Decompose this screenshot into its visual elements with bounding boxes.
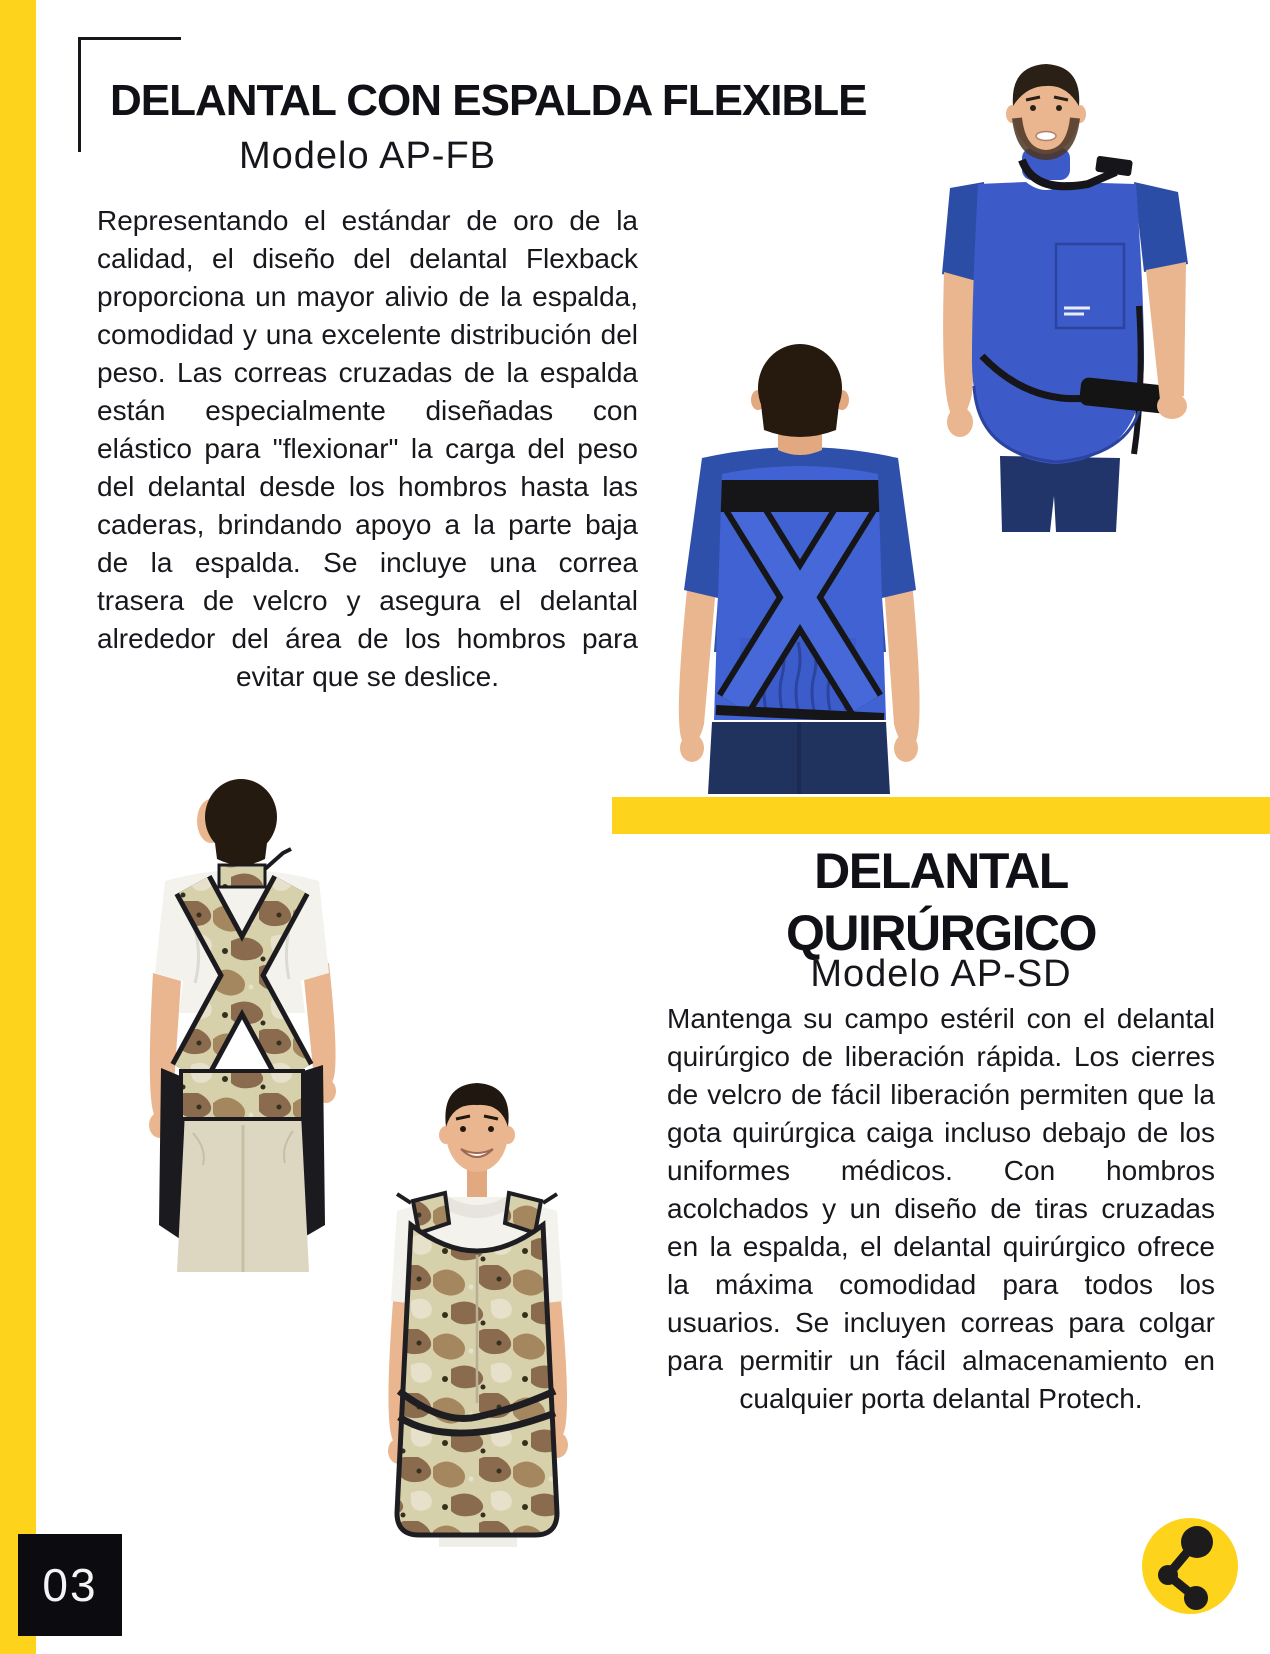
section-divider-bar [612, 797, 1270, 834]
page-number-box [18, 1534, 122, 1636]
section-quirurgico-title: DELANTAL QUIRÚRGICO [786, 843, 1096, 961]
section-quirurgico-body: Mantenga su campo estéril con el delantal quirúrgico de liberación rápida. Los cierres de velcro de fácil liberación permiten que la gota quirúrgica caiga incluso debajo de los uniformes médicos. Con hombros acolchados y un diseño de tiras cruzadas en la espalda, el delantal quirúrgico ofrece la máxima comodidad para todos los usuarios. Se incluyen correas para colgar para permitir un fácil almacenamiento en cualquier porta delantal Protech. [667, 1003, 1215, 1414]
protech-logo-icon [1142, 1518, 1238, 1614]
section-quirurgico-model: Modelo AP-SD [810, 953, 1072, 995]
photo-front-blue-apron [938, 56, 1200, 534]
section-flexback-model: Modelo AP-FB [239, 135, 496, 177]
page-number: 03 [42, 1559, 98, 1611]
photo-front-camo-apron [353, 1073, 602, 1547]
photo-back-blue-vest [658, 342, 942, 794]
section-flexback-body: Representando el estándar de oro de la calidad, el diseño del delantal Flexback proporciona un mayor alivio de la espalda, comodidad y una excelente distribución del peso. Las correas cruzadas de la espalda están especialmente diseñadas con elástico para "flexionar" la carga del peso del delantal desde los hombros hasta las caderas, brindando apoyo a la parte baja de la espalda. Se incluye una correa trasera de velcro y asegura el delantal alrededor del área de los hombros para evitar que se deslice. [97, 205, 638, 692]
left-accent-stripe [0, 0, 36, 1654]
section-flexback-title: DELANTAL CON ESPALDA FLEXIBLE [110, 76, 867, 125]
photo-back-camo-apron [133, 773, 352, 1272]
